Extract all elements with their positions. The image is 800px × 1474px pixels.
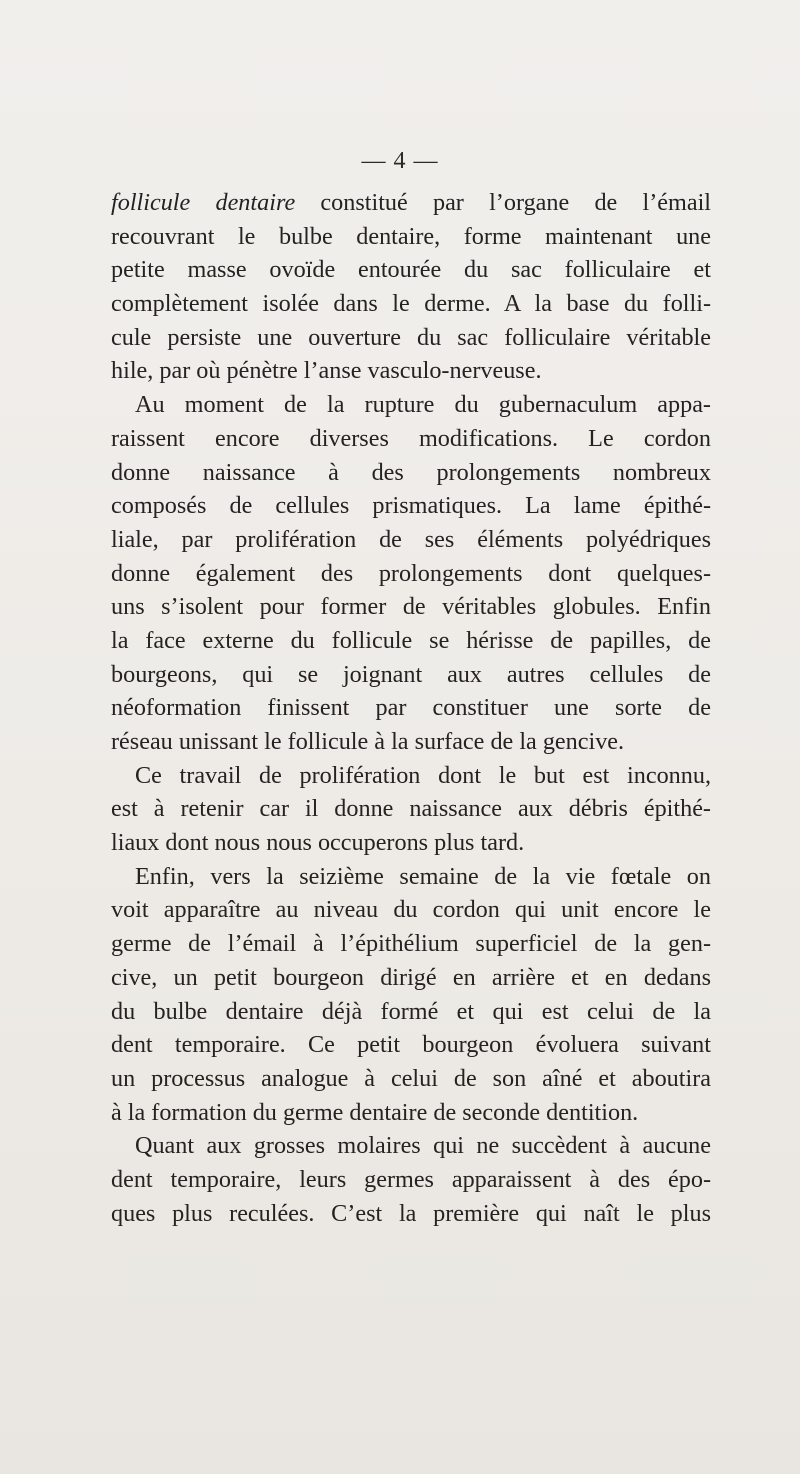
text-line: cule persiste une ouverture du sac folliculaire véritable (111, 323, 711, 351)
text-line: liaux dont nous nous occuperons plus tard. (111, 829, 525, 857)
text-line: néoformation finissent par constituer une sorte de (111, 694, 711, 722)
text-line: un processus analogue à celui de son aîné et aboutira (111, 1064, 711, 1092)
text-line: follicule dentaire constitué par l’organe de l’émail (111, 189, 712, 216)
text-line: donne également des prolongements dont quelques- (111, 559, 711, 587)
paragraph-2 (111, 388, 711, 759)
text-line: raissent encore diverses modifications. Le cordon (111, 424, 711, 452)
text-line: composés de cellules prismatiques. La lame épithé- (111, 492, 711, 520)
text-line: cive, un petit bourgeon dirigé en arrière et en dedans (111, 963, 711, 991)
text-line: bourgeons, qui se joignant aux autres cellules de (111, 660, 711, 688)
text-line: petite masse ovoïde entourée du sac folliculaire et (111, 256, 711, 284)
page-number: — 4 — (361, 148, 439, 174)
text-line: uns s’isolent pour former de véritables globules. Enfin (111, 593, 711, 621)
paragraph-3 (111, 759, 711, 860)
text-line: dent temporaire, leurs germes apparaissent à des épo- (111, 1165, 711, 1193)
text-line: à la formation du germe dentaire de seconde dentition. (111, 1098, 639, 1126)
text-line: la face externe du follicule se hérisse de papilles, de (111, 626, 711, 654)
text-line: voit apparaître au niveau du cordon qui unit encore le (111, 896, 711, 924)
text-line: ques plus reculées. C’est la première qui naît le plus (111, 1199, 711, 1227)
paragraph-4 (111, 860, 711, 1130)
text-line: est à retenir car il donne naissance aux débris épithé- (111, 795, 711, 823)
text-line: donne naissance à des prolongements nombreux (111, 458, 711, 486)
paragraph-1 (111, 186, 711, 388)
text-line: réseau unissant le follicule à la surface de la gencive. (111, 728, 625, 755)
paragraph-5 (111, 1129, 711, 1230)
text-line: du bulbe dentaire déjà formé et qui est celui de la (111, 997, 711, 1025)
text-line: Au moment de la rupture du gubernaculum appa- (135, 391, 711, 419)
text-line: Enfin, vers la seizième semaine de la vie fœtale on (135, 862, 711, 890)
text-line: Quant aux grosses molaires qui ne succèdent à aucune (135, 1132, 711, 1160)
text-line: germe de l’émail à l’épithélium superficiel de la gen- (111, 930, 711, 958)
text-line: complètement isolée dans le derme. A la base du folli- (111, 290, 711, 318)
body-text (111, 186, 711, 1230)
text-line: liale, par prolifération de ses éléments polyédriques (111, 525, 711, 553)
italic-term: follicule dentaire (111, 189, 296, 216)
text-line: recouvrant le bulbe dentaire, forme maintenant une (111, 222, 711, 250)
text-line: dent temporaire. Ce petit bourgeon évoluera suivant (111, 1031, 711, 1059)
text-line: hile, par où pénètre l’anse vasculo-nerveuse. (111, 357, 542, 385)
text-line: Ce travail de prolifération dont le but est inconnu, (135, 761, 711, 789)
